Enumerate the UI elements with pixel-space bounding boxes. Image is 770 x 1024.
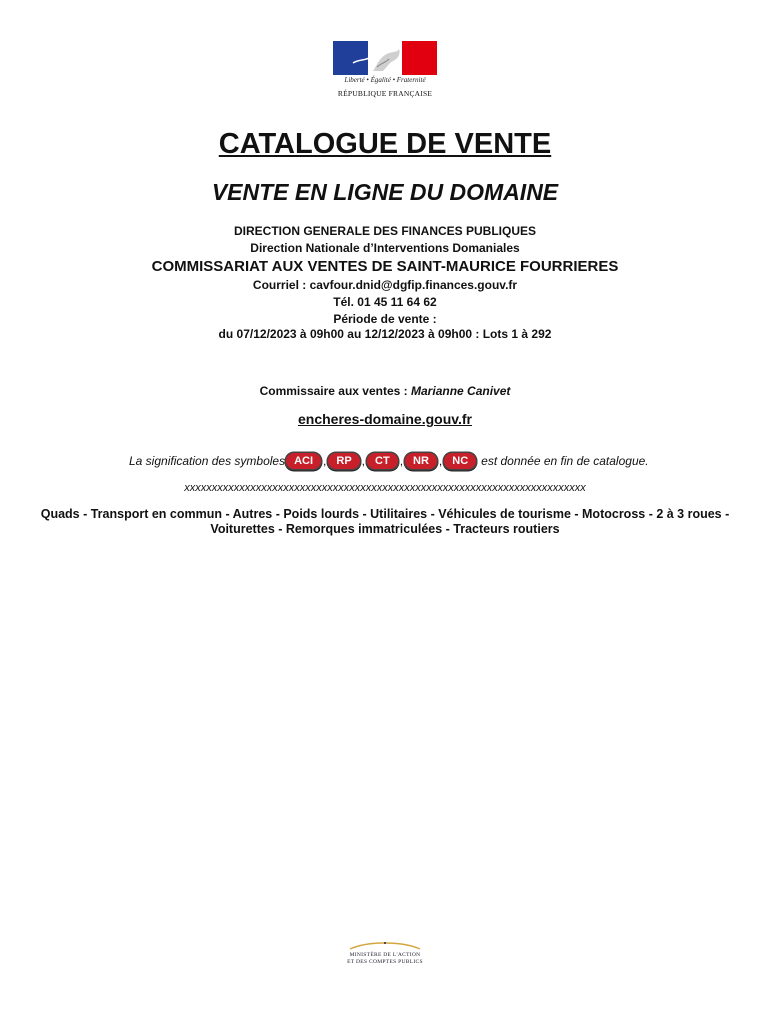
period-value: du 07/12/2023 à 09h00 au 12/12/2023 à 09h00 : Lots 1 à 292 — [218, 327, 552, 341]
website-link[interactable]: encheres-domaine.gouv.fr — [297, 411, 472, 427]
period-label: Période de vente : — [333, 312, 437, 326]
symbol-separator: , — [399, 454, 404, 468]
catalogue-title: CATALOGUE DE VENTE — [218, 128, 552, 160]
ministry-line-2: ET DES COMPTES PUBLICS — [347, 959, 423, 965]
direction-nationale: Direction Nationale d’Interventions Domaniales — [250, 241, 520, 255]
symbol-badge-ct: CT — [367, 453, 398, 469]
commissaire-name: Marianne Canivet — [411, 384, 511, 398]
vehicle-categories: Quads - Transport en commun - Autres - Poids lourds - Utilitaires - Véhicules de tourisme - Motocross - 2 à 3 roues - Voiturettes - Remorques immatriculées - Tracteurs routiers — [40, 507, 730, 536]
symbol-badge-aci: ACI — [286, 453, 321, 469]
symbol-badge-rp: RP — [328, 453, 359, 469]
ministry-logo — [330, 940, 440, 976]
phone-line: Tél. 01 45 11 64 62 — [333, 295, 437, 309]
commissaire-label: Commissaire aux ventes : — [259, 384, 408, 398]
symbol-badge-nr: NR — [405, 453, 437, 469]
ministry-line-1: MINISTÈRE DE L'ACTION — [349, 952, 421, 958]
catalogue-subtitle: VENTE EN LIGNE DU DOMAINE — [211, 179, 559, 205]
republic-name: RÉPUBLIQUE FRANÇAISE — [337, 89, 433, 98]
symbols-prefix: La signification des symboles — [129, 454, 286, 468]
separator-line: xxxxxxxxxxxxxxxxxxxxxxxxxxxxxxxxxxxxxxxxxxxxxxxxxxxxxxxxxxxxxxxxxxxxxxxxx — [184, 482, 586, 494]
symbols-legend — [129, 451, 649, 471]
ministry-name — [330, 952, 440, 966]
commissariat-name: COMMISSARIAT AUX VENTES DE SAINT-MAURICE FOURRIERES — [151, 258, 619, 275]
commissaire-line — [0, 384, 770, 398]
marianne-flag-icon — [333, 41, 437, 75]
direction-generale: DIRECTION GENERALE DES FINANCES PUBLIQUES — [233, 224, 537, 238]
republique-francaise-logo — [333, 41, 437, 101]
symbol-separator: , — [361, 454, 366, 468]
email-line: Courriel : cavfour.dnid@dgfip.finances.gouv.fr — [252, 278, 518, 292]
symbol-separator: , — [438, 454, 443, 468]
republic-motto: Liberté • Égalité • Fraternité — [344, 76, 426, 84]
symbol-separator: , — [323, 454, 327, 468]
symbols-suffix: est donnée en fin de catalogue. — [481, 454, 649, 468]
symbol-badge-nc: NC — [444, 453, 476, 469]
ministry-arc-icon — [348, 940, 422, 950]
